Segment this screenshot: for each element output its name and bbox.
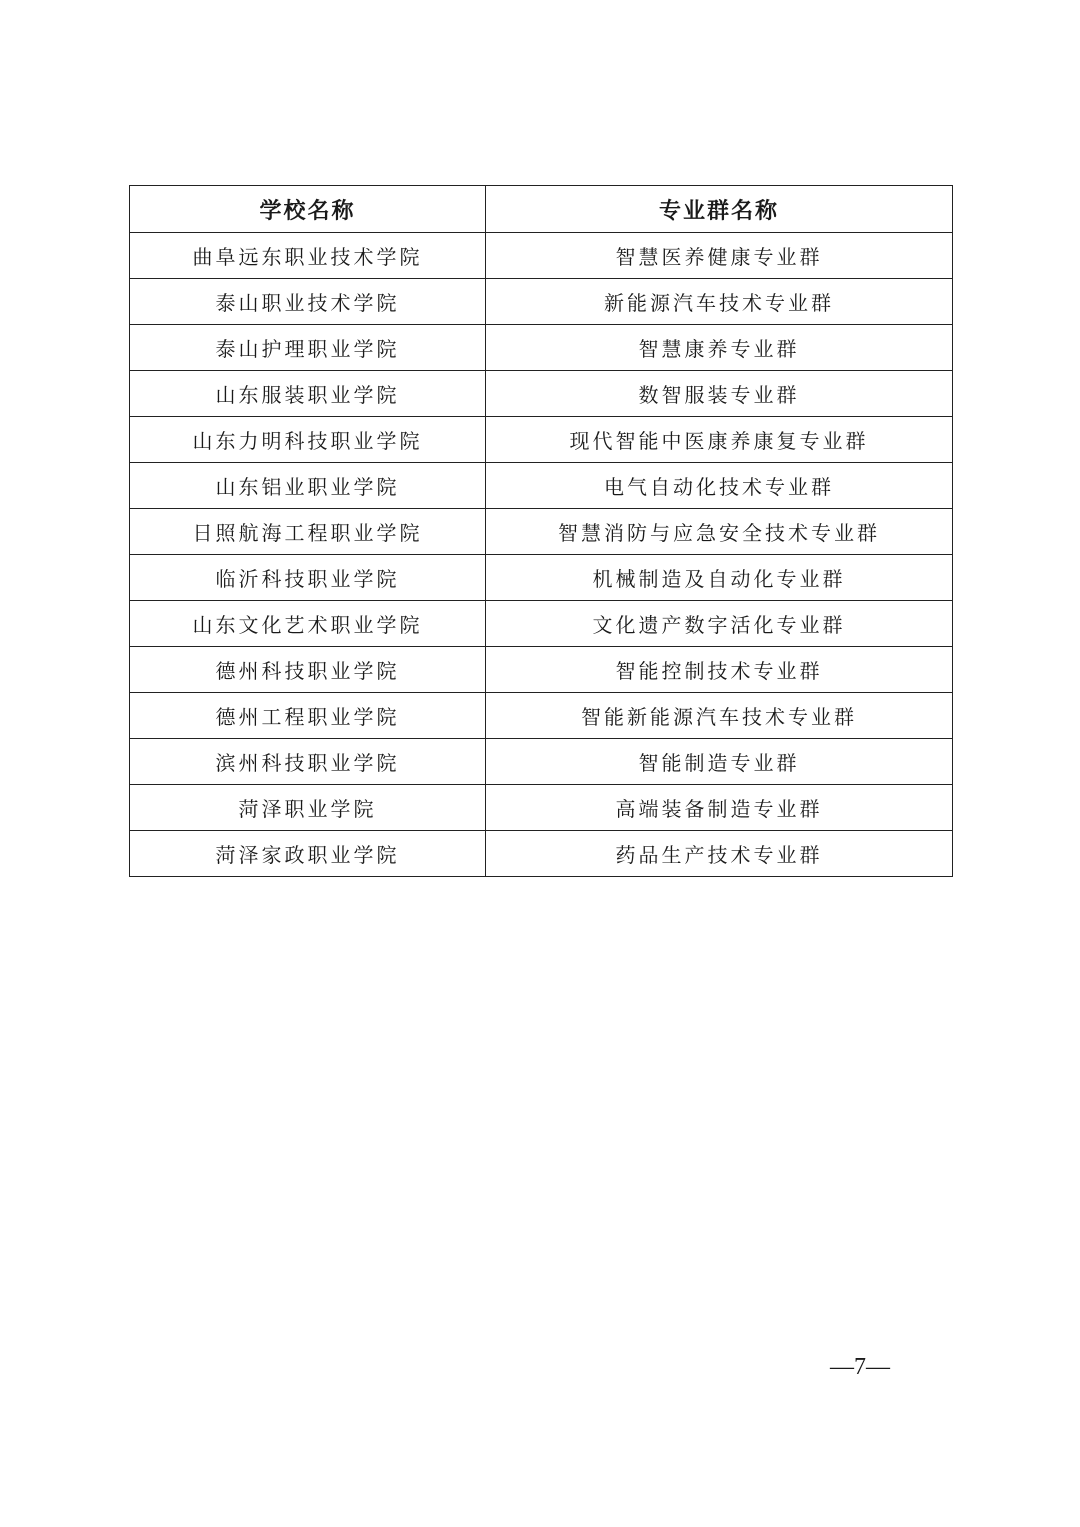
table-row	[130, 325, 953, 371]
program-group-cell: 智慧消防与应急安全技术专业群	[486, 509, 953, 555]
table-row	[130, 555, 953, 601]
program-group-cell: 高端装备制造专业群	[486, 785, 953, 831]
school-name-cell: 德州工程职业学院	[130, 693, 486, 739]
table-row	[130, 785, 953, 831]
table-body	[130, 233, 953, 877]
school-name-cell: 泰山职业技术学院	[130, 279, 486, 325]
school-name-cell: 菏泽家政职业学院	[130, 831, 486, 877]
school-name-cell: 菏泽职业学院	[130, 785, 486, 831]
table-row	[130, 463, 953, 509]
table-row	[130, 279, 953, 325]
school-name-cell: 临沂科技职业学院	[130, 555, 486, 601]
program-group-cell: 数智服装专业群	[486, 371, 953, 417]
school-program-table	[129, 185, 953, 877]
school-name-cell: 山东服装职业学院	[130, 371, 486, 417]
program-group-cell: 电气自动化技术专业群	[486, 463, 953, 509]
table-row	[130, 831, 953, 877]
page-number: —7—	[830, 1354, 890, 1380]
program-group-cell: 机械制造及自动化专业群	[486, 555, 953, 601]
table-row	[130, 647, 953, 693]
header-school-name: 学校名称	[130, 186, 486, 233]
school-name-cell: 日照航海工程职业学院	[130, 509, 486, 555]
program-group-cell: 现代智能中医康养康复专业群	[486, 417, 953, 463]
table-row	[130, 233, 953, 279]
school-name-cell: 山东文化艺术职业学院	[130, 601, 486, 647]
table-row	[130, 739, 953, 785]
program-group-cell: 智慧医养健康专业群	[486, 233, 953, 279]
program-group-cell: 新能源汽车技术专业群	[486, 279, 953, 325]
school-name-cell: 泰山护理职业学院	[130, 325, 486, 371]
table-row	[130, 371, 953, 417]
table-row	[130, 417, 953, 463]
school-name-cell: 德州科技职业学院	[130, 647, 486, 693]
table-row	[130, 509, 953, 555]
school-name-cell: 山东力明科技职业学院	[130, 417, 486, 463]
program-group-cell: 智慧康养专业群	[486, 325, 953, 371]
program-group-cell: 智能新能源汽车技术专业群	[486, 693, 953, 739]
program-group-cell: 智能制造专业群	[486, 739, 953, 785]
table-header-row	[130, 186, 953, 233]
header-program-group-name: 专业群名称	[486, 186, 953, 233]
table-row	[130, 693, 953, 739]
school-name-cell: 滨州科技职业学院	[130, 739, 486, 785]
school-name-cell: 山东铝业职业学院	[130, 463, 486, 509]
program-group-cell: 药品生产技术专业群	[486, 831, 953, 877]
table-row	[130, 601, 953, 647]
school-name-cell: 曲阜远东职业技术学院	[130, 233, 486, 279]
program-group-cell: 智能控制技术专业群	[486, 647, 953, 693]
program-group-cell: 文化遗产数字活化专业群	[486, 601, 953, 647]
